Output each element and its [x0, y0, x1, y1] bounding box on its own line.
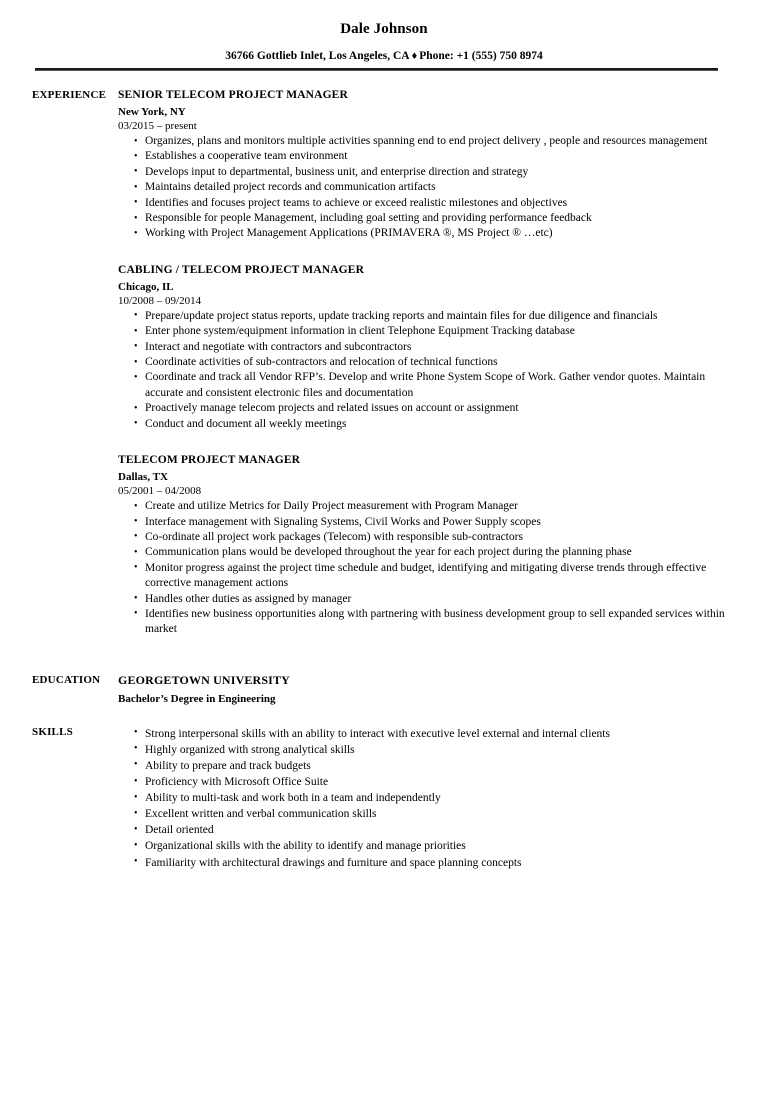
- list-item: • Highly organized with strong analytical skills: [118, 742, 728, 758]
- skills-list: [118, 726, 728, 871]
- experience-section: [0, 88, 768, 638]
- list-item: • Create and utilize Metrics for Daily Project measurement with Program Manager: [118, 499, 728, 514]
- job-location: New York, NY: [118, 106, 186, 118]
- job-title: CABLING / TELECOM PROJECT MANAGER: [118, 263, 365, 276]
- candidate-phone: Phone: +1 (555) 750 8974: [419, 50, 543, 62]
- list-item: • Excellent written and verbal communication skills: [118, 806, 728, 822]
- list-item: • Monitor progress against the project time schedule and budget, identifying and mitigating diverse trends through effective corrective management actions: [118, 561, 728, 592]
- list-item: • Co-ordinate all project work packages (Telecom) with responsible sub-contractors: [118, 530, 728, 545]
- experience-section-label: EXPERIENCE: [32, 89, 107, 101]
- list-item: • Organizes, plans and monitors multiple activities spanning end to end project delivery , people and resources management: [118, 134, 728, 149]
- list-item: • Enter phone system/equipment information in client Telephone Equipment Tracking database: [118, 324, 728, 339]
- list-item: • Proficiency with Microsoft Office Suite: [118, 774, 728, 790]
- job-responsibilities: [118, 309, 728, 432]
- job-location: Dallas, TX: [118, 471, 168, 484]
- list-item: • Interact and negotiate with contractors and subcontractors: [118, 340, 728, 355]
- experience-entry: [118, 453, 728, 638]
- job-dates: 05/2001 – 04/2008: [118, 485, 202, 498]
- list-item: • Interface management with Signaling Systems, Civil Works and Power Supply scopes: [118, 515, 728, 530]
- list-item: • Organizational skills with the ability to identify and manage priorities: [118, 838, 728, 854]
- list-item: • Working with Project Management Applications (PRIMAVERA ®, MS Project ® …etc): [118, 226, 728, 241]
- job-responsibilities: [118, 134, 728, 242]
- list-item: • Communication plans would be developed throughout the year for each project during the planning phase: [118, 545, 728, 560]
- experience-entries: [118, 88, 768, 638]
- resume-header: [0, 0, 768, 71]
- list-item: • Ability to multi-task and work both in a team and independently: [118, 790, 728, 806]
- education-section: [0, 673, 768, 706]
- experience-entry: [118, 88, 728, 242]
- list-item: • Ability to prepare and track budgets: [118, 758, 728, 774]
- list-item: • Maintains detailed project records and communication artifacts: [118, 180, 728, 195]
- list-item: • Handles other duties as assigned by manager: [118, 592, 728, 607]
- header-divider: [35, 68, 718, 71]
- list-item: • Identifies and focuses project teams to achieve or exceed realistic milestones and objectives: [118, 196, 728, 211]
- list-item: • Identifies new business opportunities along with partnering with business development group to sell expanded services within market: [118, 607, 728, 638]
- diamond-separator-icon: ♦: [411, 50, 418, 62]
- job-responsibilities: [118, 499, 728, 638]
- job-location: Chicago, IL: [118, 280, 174, 293]
- candidate-name: Dale Johnson: [340, 21, 428, 37]
- education-entry: [118, 673, 728, 706]
- job-title: TELECOM PROJECT MANAGER: [118, 454, 301, 467]
- list-item: • Strong interpersonal skills with an ability to interact with executive level external and internal clients: [118, 726, 728, 742]
- list-item: • Responsible for people Management, including goal setting and providing performance feedback: [118, 211, 728, 226]
- list-item: • Familiarity with architectural drawings and furniture and space planning concepts: [118, 855, 728, 871]
- list-item: • Detail oriented: [118, 822, 728, 838]
- education-school: GEORGETOWN UNIVERSITY: [118, 672, 290, 687]
- contact-line: [0, 49, 768, 63]
- list-item: • Develops input to departmental, business unit, and enterprise direction and strategy: [118, 165, 728, 180]
- experience-entry: [118, 263, 728, 432]
- skills-entries: [118, 725, 768, 871]
- list-item: • Prepare/update project status reports, update tracking reports and maintain files for due diligence and financials: [118, 309, 728, 324]
- job-dates: 03/2015 – present: [118, 120, 197, 132]
- list-item: • Conduct and document all weekly meetings: [118, 417, 728, 432]
- list-item: • Coordinate and track all Vendor RFP’s. Develop and write Phone System Scope of Work. Gather vendor quotes. Maintain accurate and consistent electronic files and documentation: [118, 370, 728, 401]
- candidate-address: 36766 Gottlieb Inlet, Los Angeles, CA: [225, 50, 410, 62]
- education-section-label: EDUCATION: [32, 673, 101, 686]
- job-title: SENIOR TELECOM PROJECT MANAGER: [118, 89, 348, 101]
- education-entries: [118, 673, 768, 706]
- job-dates: 10/2008 – 09/2014: [118, 294, 202, 307]
- list-item: • Coordinate activities of sub-contractors and relocation of technical functions: [118, 355, 728, 370]
- skills-section-label: SKILLS: [32, 725, 73, 738]
- skills-section: [0, 725, 768, 871]
- list-item: • Establishes a cooperative team environment: [118, 149, 728, 164]
- education-degree: Bachelor’s Degree in Engineering: [118, 692, 276, 705]
- list-item: • Proactively manage telecom projects and related issues on account or assignment: [118, 401, 728, 416]
